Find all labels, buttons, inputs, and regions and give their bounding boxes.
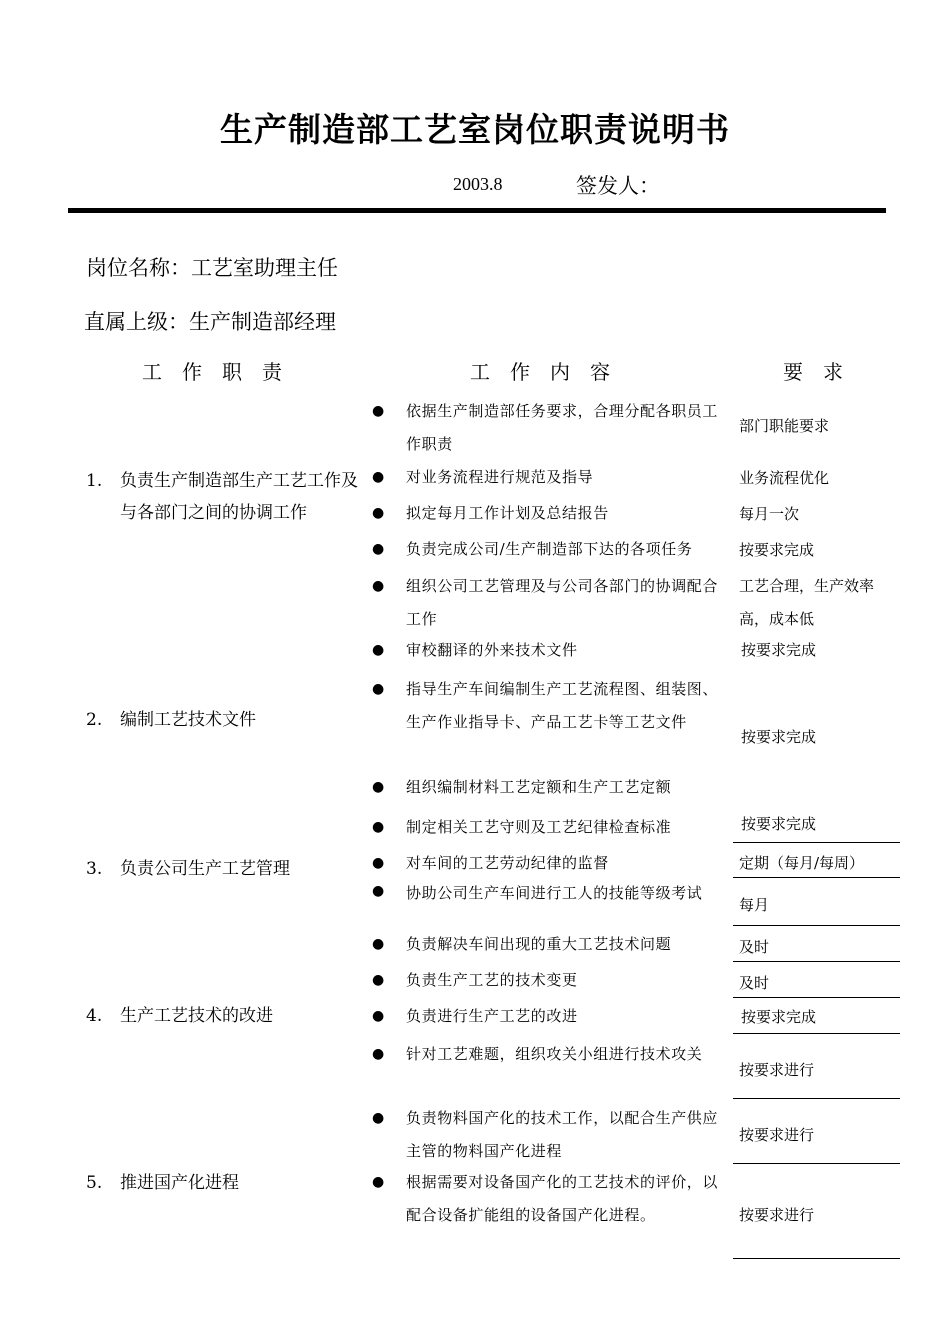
requirement: 工艺合理，生产效率高，成本低 (739, 577, 875, 628)
work-item: 制定相关工艺守则及工艺纪律检查标准 (406, 818, 672, 836)
requirement: 按要求进行 (739, 1126, 815, 1144)
bullet-icon: ● (372, 681, 385, 697)
work-item: 对业务流程进行规范及指导 (406, 468, 594, 486)
bullet-icon: ● (372, 642, 385, 658)
row-divider (733, 1258, 900, 1259)
requirement: 按要求完成 (741, 641, 817, 659)
responsibility-text: 负责公司生产工艺管理 (120, 859, 290, 879)
requirement: 按要求完成 (739, 541, 815, 559)
work-item: 拟定每月工作计划及总结报告 (406, 504, 609, 522)
requirement: 按要求完成 (741, 728, 817, 746)
work-item: 负责解决车间出现的重大工艺技术问题 (406, 935, 672, 953)
bullet-icon: ● (372, 819, 385, 835)
bullet-icon: ● (372, 578, 385, 594)
work-item: 对车间的工艺劳动纪律的监督 (406, 854, 609, 872)
requirement: 按要求完成 (741, 815, 817, 833)
responsibility-number: 4. (86, 1006, 103, 1026)
responsibility-text: 编制工艺技术文件 (120, 710, 256, 730)
requirement: 按要求完成 (741, 1008, 817, 1026)
requirement: 定期（每月/每周） (739, 854, 865, 872)
work-item: 协助公司生产车间进行工人的技能等级考试 (406, 884, 703, 902)
issuer-label: 签发人： (576, 174, 660, 198)
direct-supervisor: 直属上级：生产制造部经理 (84, 310, 336, 334)
requirement: 部门职能要求 (739, 417, 830, 435)
row-divider (733, 961, 900, 962)
header-divider (68, 208, 886, 213)
work-item: 审校翻译的外来技术文件 (406, 641, 578, 659)
responsibility-number: 3. (86, 859, 103, 879)
work-item: 负责进行生产工艺的改进 (406, 1007, 578, 1025)
responsibility-number: 2. (86, 710, 103, 730)
work-item: 指导生产车间编制生产工艺流程图、组装图、生产作业指导卡、产品工艺卡等工艺文件 (406, 680, 719, 731)
responsibility-text: 生产工艺技术的改进 (120, 1006, 273, 1026)
header-content: 工 作 内 容 (470, 360, 610, 384)
bullet-icon: ● (372, 403, 385, 419)
requirement: 及时 (739, 974, 770, 992)
bullet-icon: ● (372, 779, 385, 795)
responsibility-number: 1. (86, 471, 103, 491)
responsibility-text: 负责生产制造部生产工艺工作及与各部门之间的协调工作 (120, 471, 358, 523)
row-divider (733, 842, 900, 843)
requirement: 按要求进行 (739, 1206, 815, 1224)
row-divider (733, 925, 900, 926)
bullet-icon: ● (372, 883, 385, 899)
header-duty: 工 作 职 责 (142, 360, 282, 384)
row-divider (733, 1033, 900, 1034)
work-item: 负责物料国产化的技术工作，以配合生产供应主管的物料国产化进程 (406, 1109, 719, 1160)
bullet-icon: ● (372, 972, 385, 988)
work-item: 根据需要对设备国产化的工艺技术的评价，以配合设备扩能组的设备国产化进程。 (406, 1173, 719, 1224)
requirement: 及时 (739, 938, 770, 956)
issue-date: 2003.8 (453, 174, 503, 194)
bullet-icon: ● (372, 1008, 385, 1024)
requirement: 每月 (739, 896, 770, 914)
requirement: 业务流程优化 (739, 469, 830, 487)
bullet-icon: ● (372, 541, 385, 557)
work-item: 组织公司工艺管理及与公司各部门的协调配合工作 (406, 577, 719, 628)
row-divider (733, 997, 900, 998)
bullet-icon: ● (372, 1046, 385, 1062)
page-title: 生产制造部工艺室岗位职责说明书 (220, 110, 730, 149)
bullet-icon: ● (372, 855, 385, 871)
work-item: 组织编制材料工艺定额和生产工艺定额 (406, 778, 672, 796)
work-item: 依据生产制造部任务要求，合理分配各职员工作职责 (406, 402, 719, 453)
row-divider (733, 1098, 900, 1099)
bullet-icon: ● (372, 505, 385, 521)
responsibility-text: 推进国产化进程 (120, 1173, 239, 1193)
work-item: 负责完成公司/生产制造部下达的各项任务 (406, 540, 693, 558)
row-divider (733, 877, 900, 878)
bullet-icon: ● (372, 1174, 385, 1190)
position-name: 岗位名称：工艺室助理主任 (86, 256, 338, 280)
requirement: 按要求进行 (739, 1061, 815, 1079)
work-item: 针对工艺难题，组织攻关小组进行技术攻关 (406, 1045, 703, 1063)
bullet-icon: ● (372, 469, 385, 485)
bullet-icon: ● (372, 1110, 385, 1126)
responsibility-number: 5. (86, 1173, 103, 1193)
header-requirement: 要 求 (783, 360, 843, 384)
bullet-icon: ● (372, 936, 385, 952)
row-divider (733, 1163, 900, 1164)
requirement: 每月一次 (739, 505, 800, 523)
work-item: 负责生产工艺的技术变更 (406, 971, 578, 989)
